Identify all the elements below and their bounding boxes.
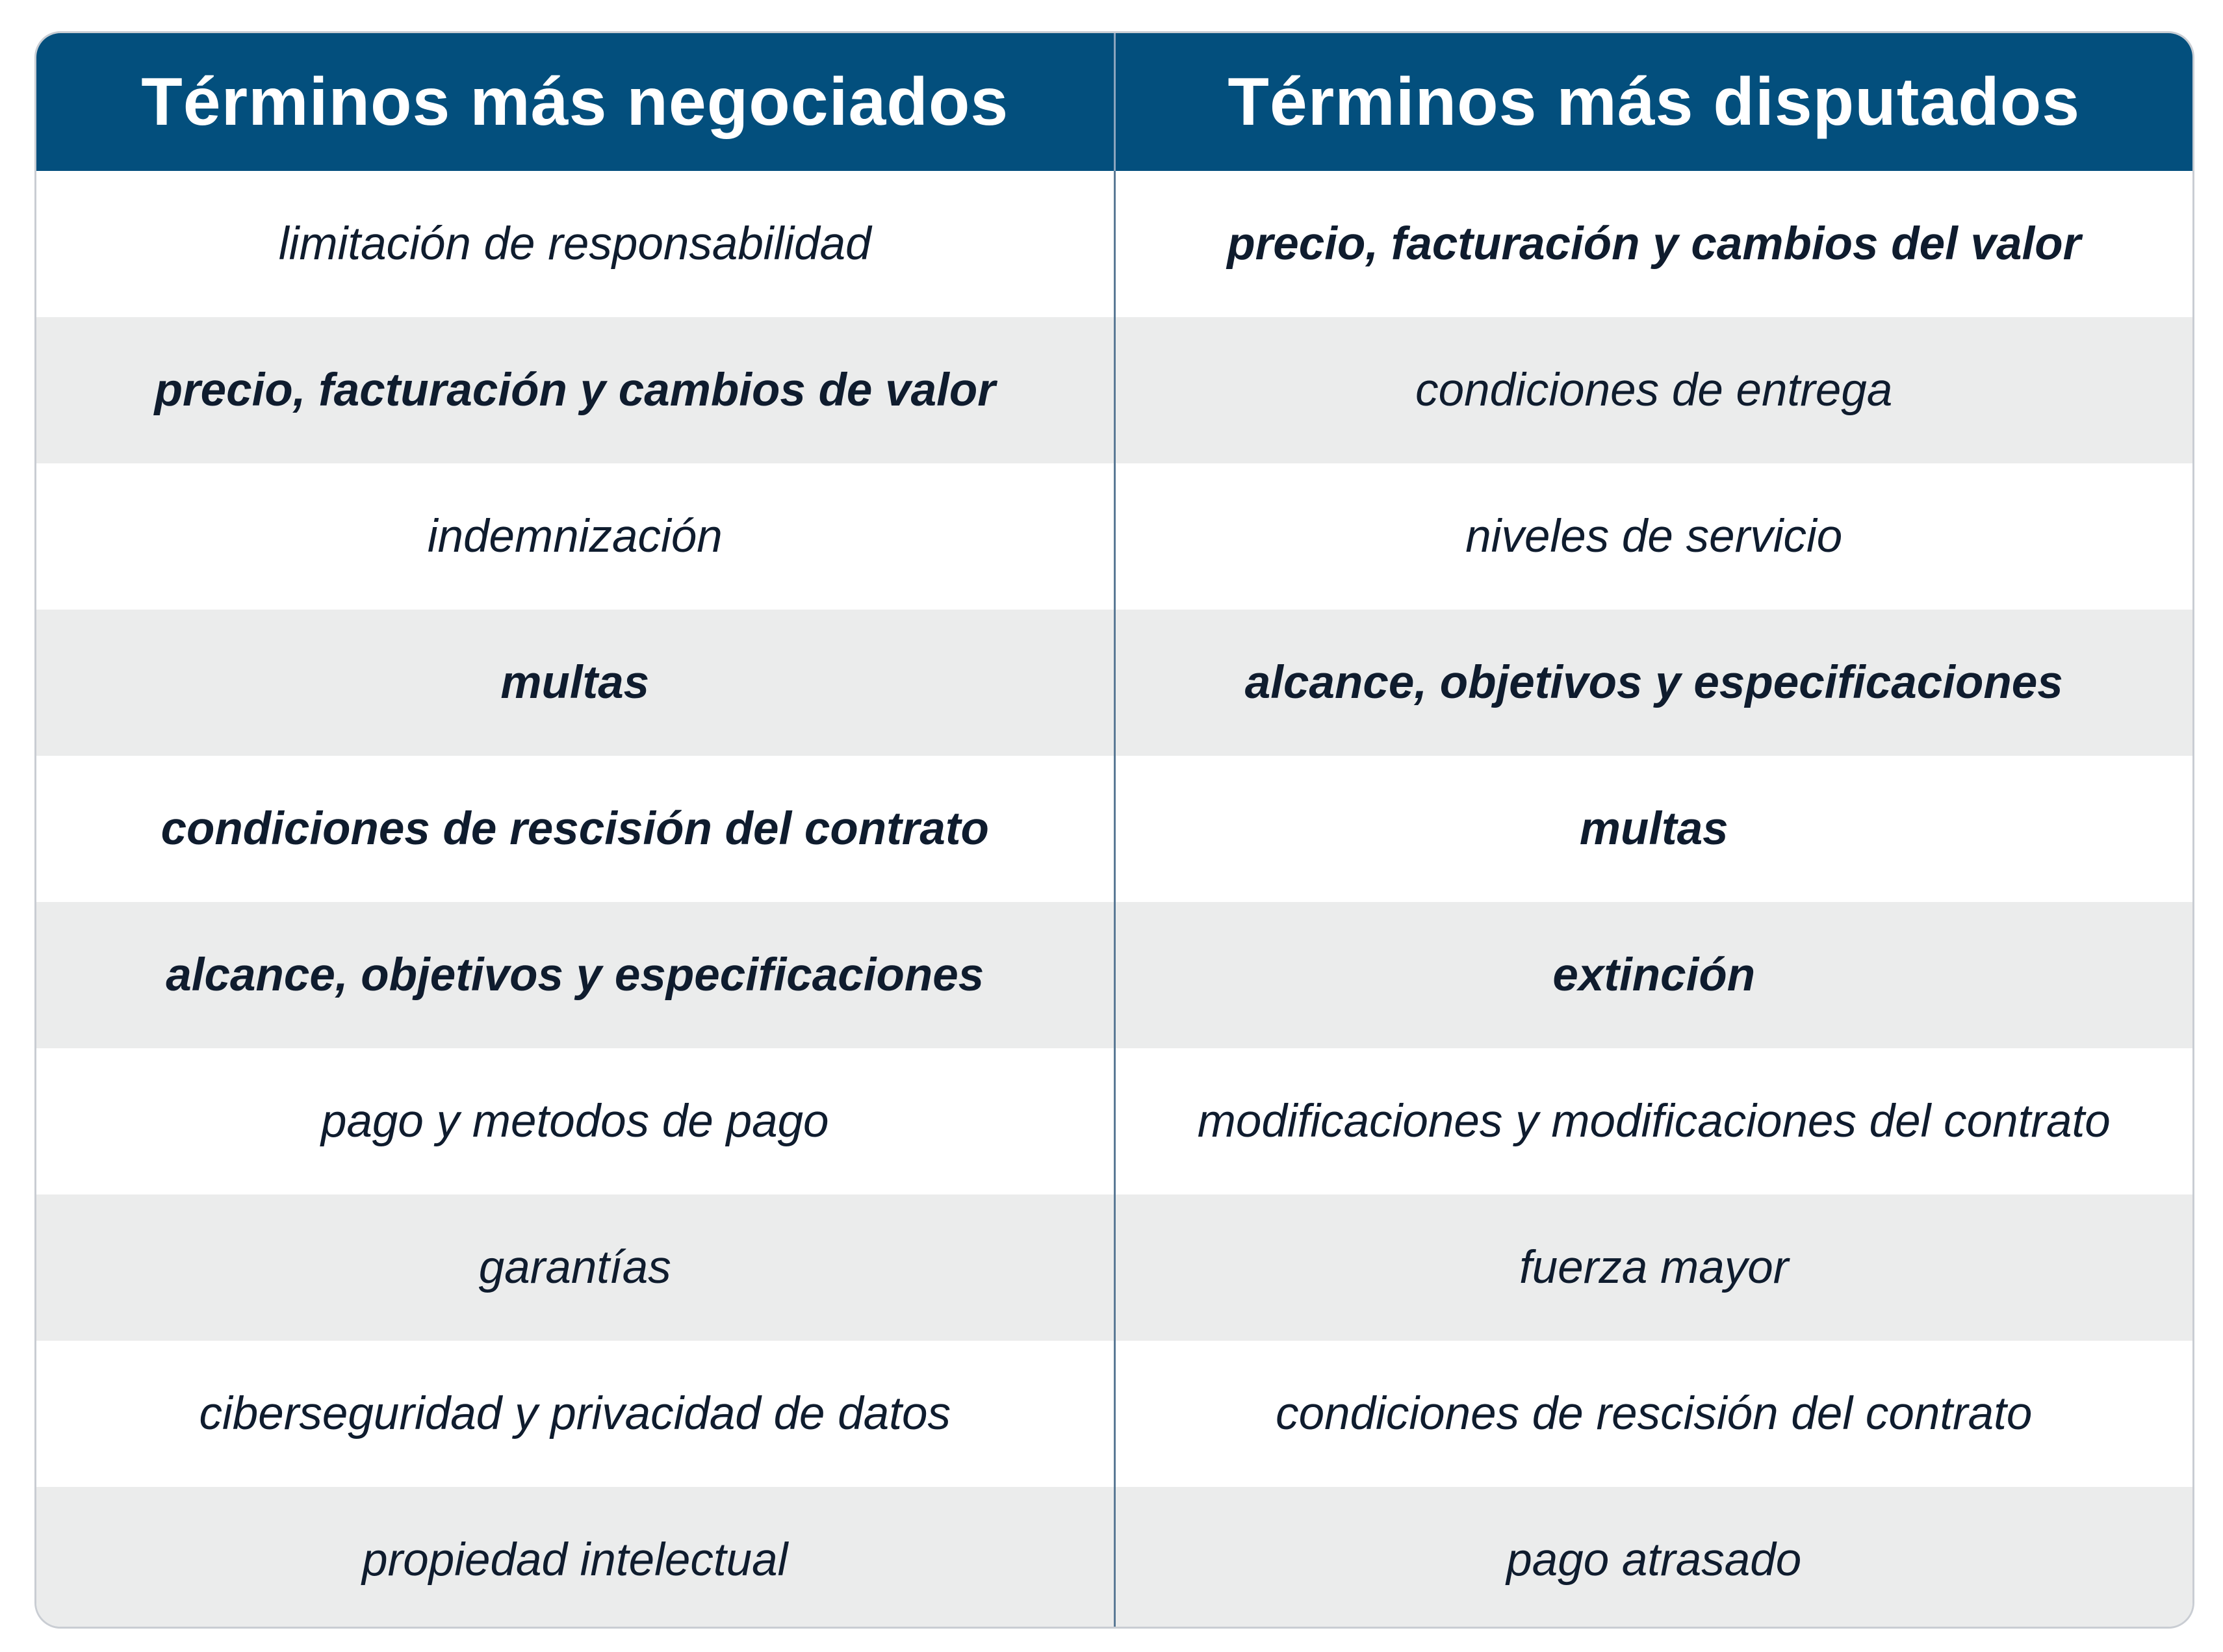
disputed-term: pago atrasado bbox=[1114, 1487, 2193, 1629]
table-body bbox=[36, 171, 2192, 1629]
negotiated-term: multas bbox=[500, 657, 650, 708]
disputed-term: modificaciones y modificaciones del contrato bbox=[1114, 1048, 2193, 1194]
disputed-term: precio, facturación y cambios del valor bbox=[1114, 171, 2193, 317]
negotiated-term: limitación de responsabilidad bbox=[278, 218, 871, 270]
disputed-term: condiciones de rescisión del contrato bbox=[1114, 1341, 2193, 1487]
negotiated-term: indemnización bbox=[427, 511, 723, 562]
table-row bbox=[36, 317, 2192, 463]
header-most-disputed: Términos más disputados bbox=[1114, 33, 2193, 171]
table-row bbox=[36, 1194, 2192, 1341]
table-row bbox=[36, 171, 2192, 317]
disputed-term: niveles de servicio bbox=[1114, 463, 2193, 610]
negotiated-term: propiedad intelectual bbox=[362, 1534, 788, 1586]
table-row bbox=[36, 902, 2192, 1048]
table-row bbox=[36, 756, 2192, 902]
disputed-term: multas bbox=[1114, 756, 2193, 902]
negotiated-term: alcance, objetivos y especificaciones bbox=[166, 949, 984, 1001]
table-row bbox=[36, 1487, 2192, 1629]
disputed-term: fuerza mayor bbox=[1114, 1194, 2193, 1341]
table-row bbox=[36, 610, 2192, 756]
table-row bbox=[36, 463, 2192, 610]
disputed-term: alcance, objetivos y especificaciones bbox=[1114, 610, 2193, 756]
negotiated-term: garantías bbox=[478, 1242, 671, 1293]
disputed-term: condiciones de entrega bbox=[1114, 317, 2193, 463]
header-most-negotiated: Términos más negociados bbox=[141, 64, 1009, 140]
negotiated-term: pago y metodos de pago bbox=[320, 1096, 829, 1147]
negotiated-term: condiciones de rescisión del contrato bbox=[161, 803, 989, 855]
terms-table bbox=[34, 31, 2194, 1629]
table-header bbox=[36, 33, 2192, 171]
negotiated-term: precio, facturación y cambios de valor bbox=[154, 365, 996, 416]
table-row bbox=[36, 1048, 2192, 1194]
table-row bbox=[36, 1341, 2192, 1487]
negotiated-term: ciberseguridad y privacidad de datos bbox=[199, 1388, 951, 1439]
disputed-term: extinción bbox=[1114, 902, 2193, 1048]
